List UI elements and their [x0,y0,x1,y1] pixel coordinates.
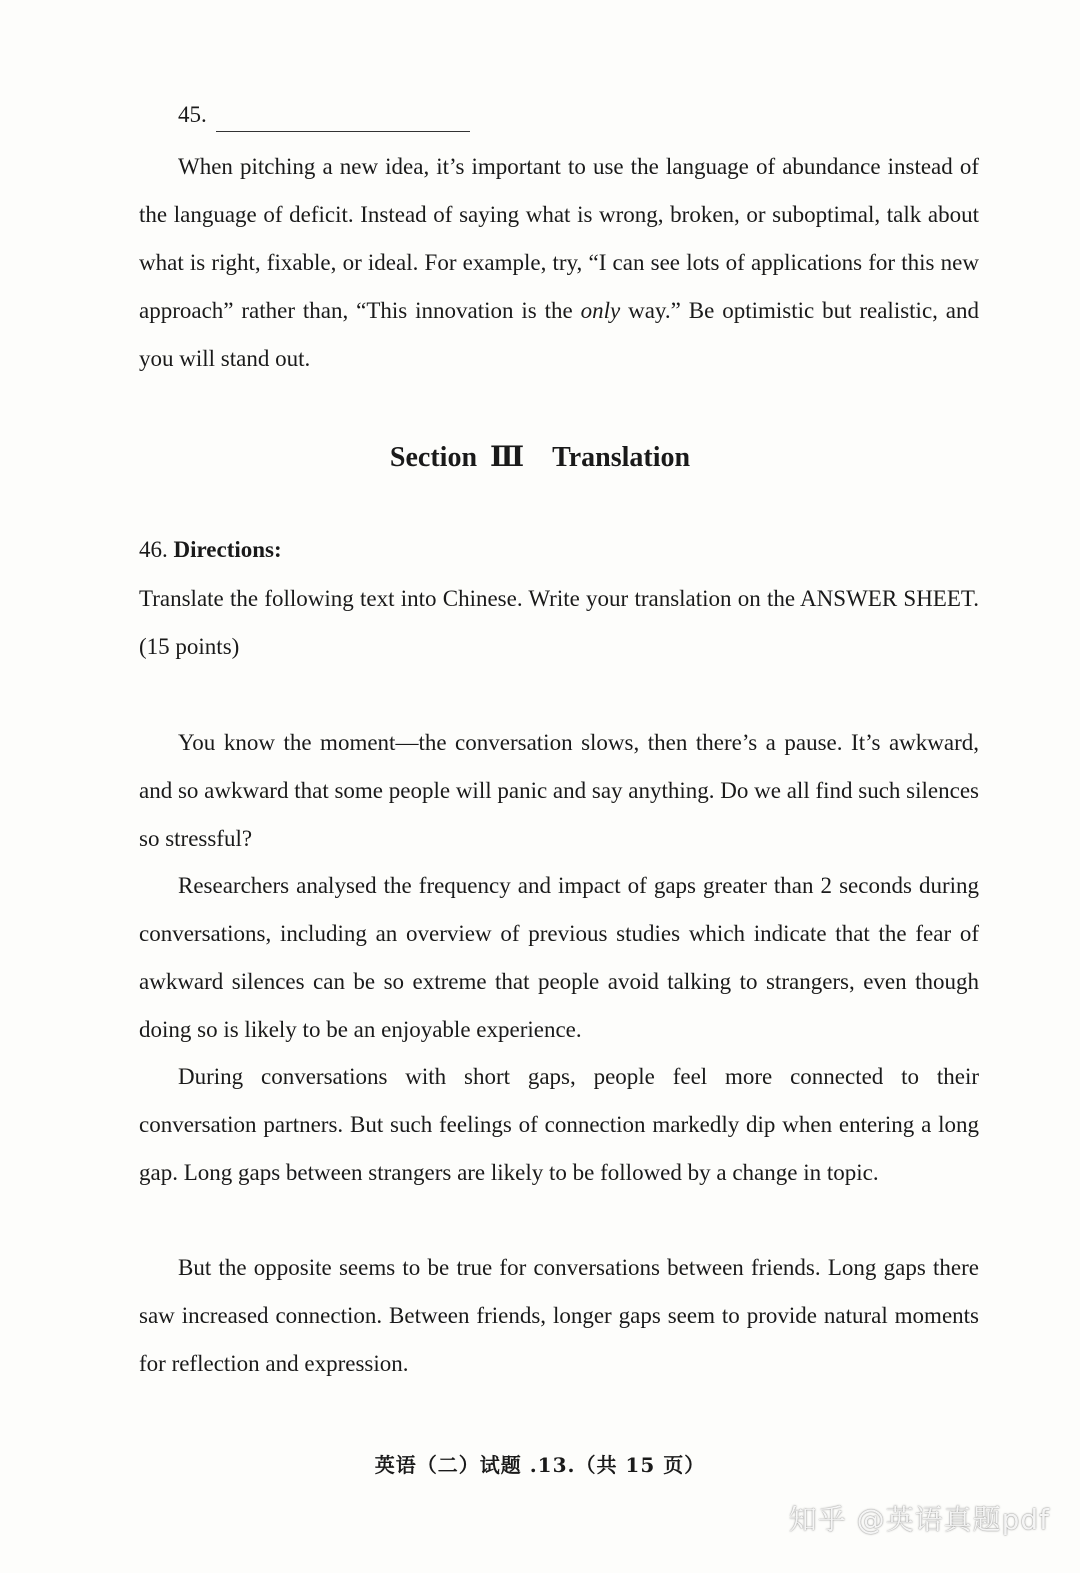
question-46-heading [139,530,282,570]
answer-blank-line [216,131,470,132]
passage-paragraph-3: During conversations with short gaps, people feel more connected to their conversation partners. But such feelings of connection markedly dip when entering a long gap. Long gaps between strangers are likely to be followed by a change in topic. [139,1064,979,1185]
passage-paragraph-2: Researchers analysed the frequency and impact of gaps greater than 2 seconds during conversations, including an overview of previous studies which indicate that the fear of awkward silences can be so extreme that people avoid talking to strangers, even though doing so is likely to be an enjoyable experience. [139,873,979,1042]
question-46-number: 46. [139,537,168,562]
section-title: Translation [552,442,691,473]
section-numeral: Ⅲ [490,442,525,473]
watermark: 知乎 @英语真题pdf [788,1503,1050,1536]
directions-text: Translate the following text into Chinese. Write your translation on the ANSWER SHEET. (15 points) [139,586,979,659]
section-heading [0,436,1080,480]
passage-paragraph-1: You know the moment—the conversation slows, then there’s a pause. It’s awkward, and so awkward that some people will panic and say anything. Do we all find such silences so stressful? [139,730,979,851]
question-45-number: 45. [178,102,207,127]
question-45-paragraph [139,143,979,383]
section-label: Section [389,442,478,473]
emphasized-word: only [580,298,621,323]
page-footer: 英语（二）试题 .13.（共 15 页） [374,1453,706,1477]
directions-label: Directions: [173,537,282,562]
passage-paragraph-4: But the opposite seems to be true for conversations between friends. Long gaps there saw increased connection. Between friends, longer gaps seem to provide natural moments for reflection and expression. [139,1255,979,1376]
paragraph-text-before: When pitching a new idea, it’s important to use the language of abundance instead of the language of deficit. Instead of saying what is wrong, broken, or suboptimal, talk about what is right, fixable, or ideal. For example, try, “I can see lots of applications for this new approach” rather than, “This innovation is the [139,154,979,323]
paragraph-text-after: way.” Be optimistic but realistic, and you will stand out. [139,298,979,371]
